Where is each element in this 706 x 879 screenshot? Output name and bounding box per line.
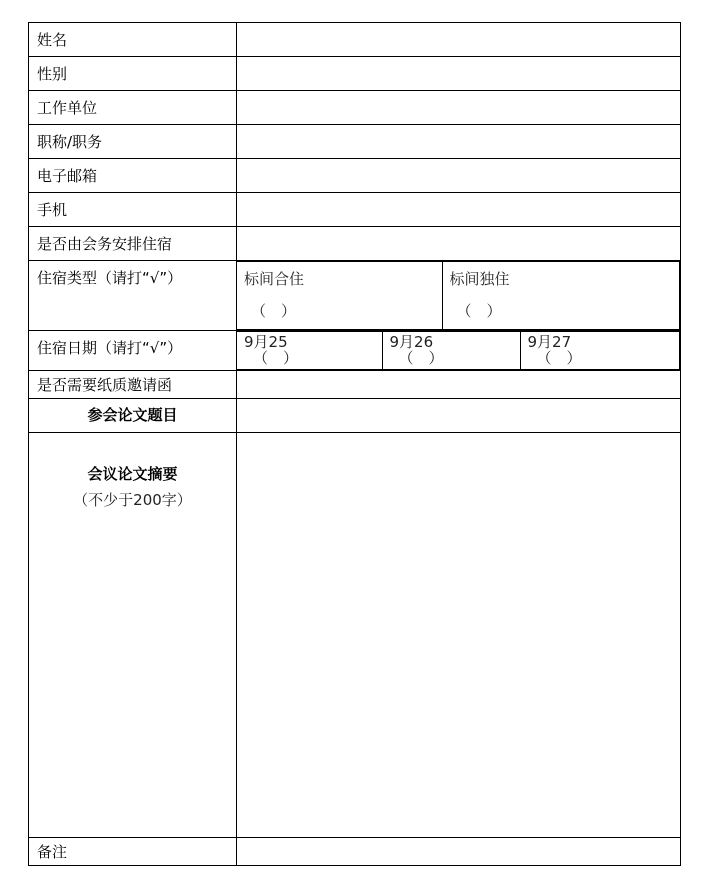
room-type-options-cell	[237, 261, 681, 331]
remarks-label: 备注	[29, 838, 237, 866]
abstract-title: 会议论文摘要	[87, 465, 178, 483]
accommodation-arranged-label: 是否由会务安排住宿	[29, 227, 237, 261]
stay-date-label: 9月27	[527, 333, 572, 351]
gender-label: 性别	[29, 57, 237, 91]
stay-date-option[interactable]	[237, 332, 382, 370]
room-type-label: 住宿类型（请打“√”）	[29, 261, 237, 331]
email-value-cell[interactable]	[237, 159, 681, 193]
check-mark-box[interactable]: （ ）	[251, 302, 297, 320]
room-type-option-shared[interactable]	[237, 262, 442, 330]
room-type-options	[237, 261, 680, 330]
stay-dates-options-cell	[237, 331, 681, 371]
registration-form-table	[28, 22, 681, 866]
accommodation-arranged-value-cell[interactable]	[237, 227, 681, 261]
gender-value-cell[interactable]	[237, 57, 681, 91]
name-label: 姓名	[29, 23, 237, 57]
room-type-option-label: 标间独住	[449, 270, 510, 288]
room-type-option-single[interactable]	[442, 262, 680, 330]
stay-date-label: 9月25	[244, 333, 288, 351]
email-label: 电子邮箱	[29, 159, 237, 193]
stay-dates-options	[237, 331, 680, 370]
workplace-value-cell[interactable]	[237, 91, 681, 125]
title-position-label: 职称/职务	[29, 125, 237, 159]
check-mark-box[interactable]: （ ）	[456, 302, 502, 320]
check-mark-box[interactable]: （ ）	[253, 349, 299, 367]
stay-date-label: 9月26	[389, 333, 434, 351]
paper-invitation-value-cell[interactable]	[237, 371, 681, 399]
stay-date-option[interactable]	[520, 332, 680, 370]
stay-date-option[interactable]	[382, 332, 520, 370]
abstract-note: （不少于200字）	[73, 491, 192, 509]
paper-title-label: 参会论文题目	[29, 399, 237, 433]
room-type-option-label: 标间合住	[244, 270, 305, 288]
remarks-value-cell[interactable]	[237, 838, 681, 866]
name-value-cell[interactable]	[237, 23, 681, 57]
paper-invitation-label: 是否需要纸质邀请函	[29, 371, 237, 399]
stay-dates-label: 住宿日期（请打“√”）	[29, 331, 237, 371]
check-mark-box[interactable]: （ ）	[398, 349, 444, 367]
check-mark-box[interactable]: （ ）	[536, 349, 582, 367]
title-position-value-cell[interactable]	[237, 125, 681, 159]
phone-label: 手机	[29, 193, 237, 227]
abstract-value-cell[interactable]	[237, 433, 681, 838]
phone-value-cell[interactable]	[237, 193, 681, 227]
abstract-label-cell	[29, 433, 237, 838]
workplace-label: 工作单位	[29, 91, 237, 125]
paper-title-value-cell[interactable]	[237, 399, 681, 433]
